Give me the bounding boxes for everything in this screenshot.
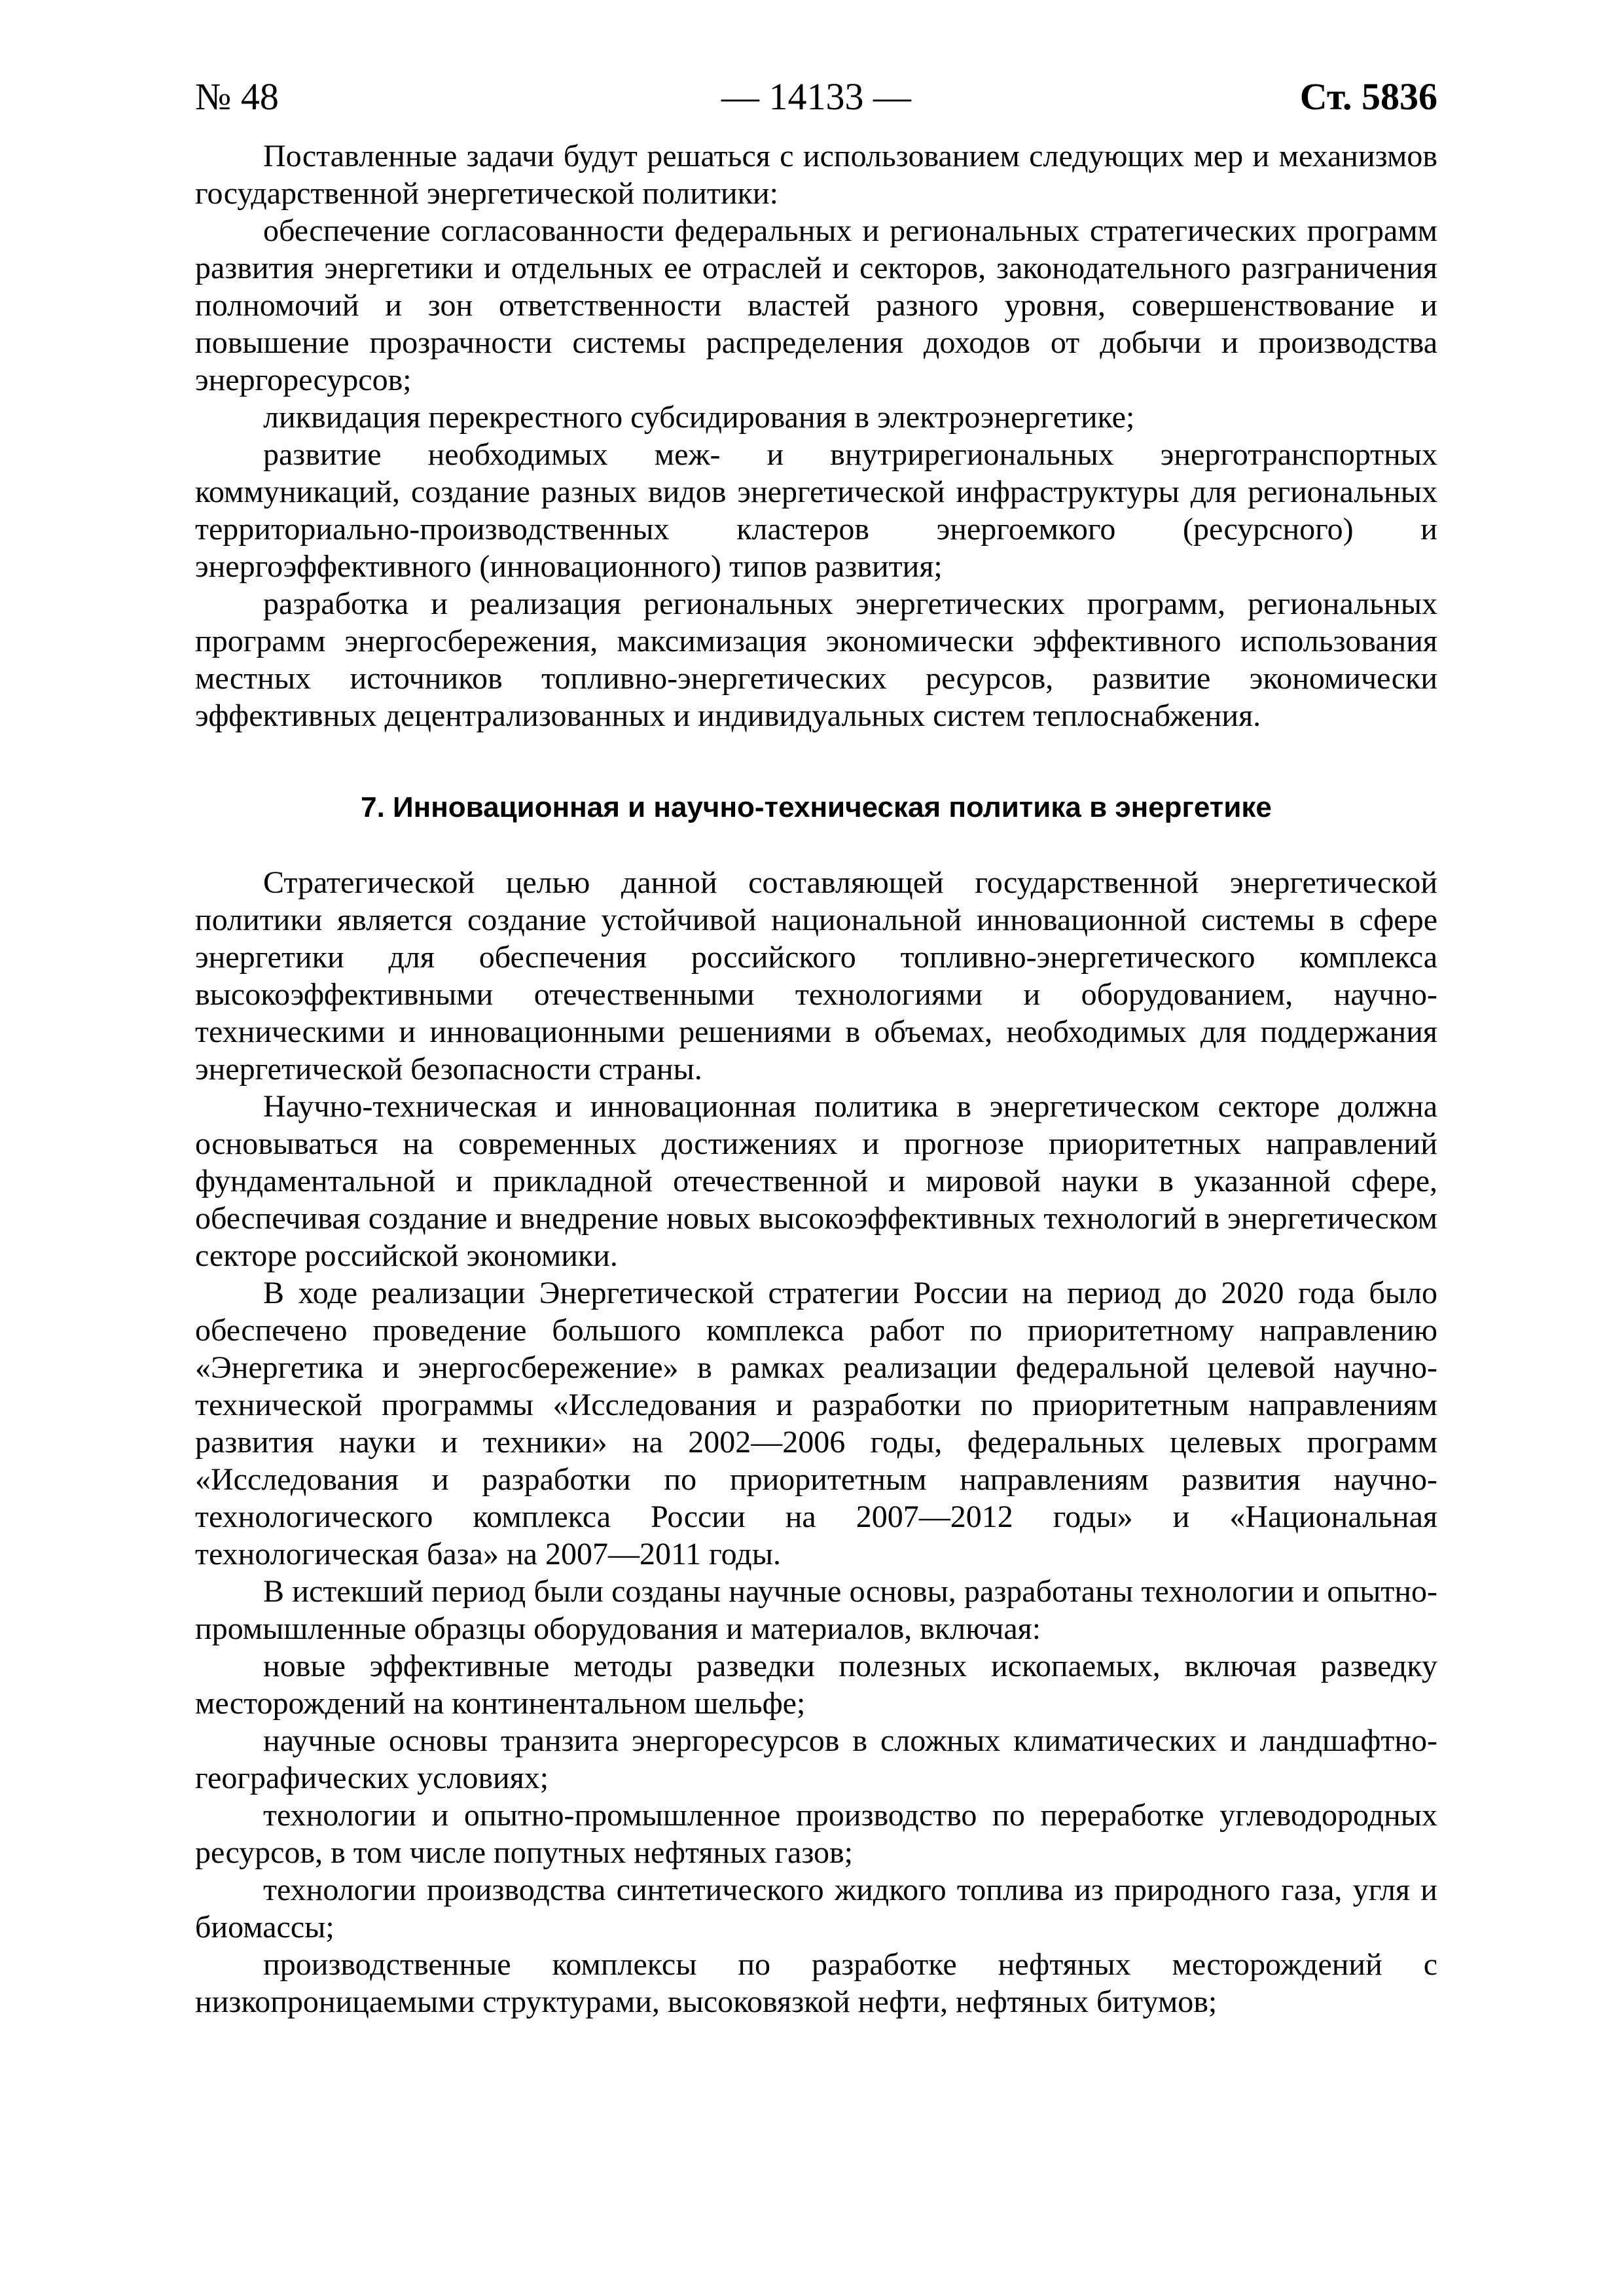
list-item: обеспечение согласованности федеральных и региональных стратегических программ развития энергетики и отдельных ее отраслей и секторов, законодательного разграничения полномочий и зон ответственности властей разного уровня, совершенствование и повышение прозрачности системы распределения доходов от добычи и производства энергоресурсов;: [195, 213, 1437, 397]
article-number: Ст. 5836: [1299, 75, 1437, 118]
list-item: производственные комплексы по разработке нефтяных месторождений с низкопроницаемыми структурами, высоковязкой нефти, нефтяных битумов;: [195, 1947, 1437, 2019]
list-item: научные основы транзита энергоресурсов в сложных климатических и ландшафтно-географических условиях;: [195, 1723, 1437, 1795]
paragraph: В ходе реализации Энергетической стратегии России на период до 2020 года было обеспечено проведение большого комплекса работ по приоритетному направлению «Энергетика и энергосбережение» в рамках реализации федеральной целевой научно-технической программы «Исследования и разработки по приоритетным направлениям развития науки и техники» на 2002—2006 годы, федеральных целевых программ «Исследования и разработки по приоритетным направлениям развития научно-технологического комплекса России на 2007—2012 годы» и «Национальная технологическая база» на 2007—2011 годы.: [195, 1276, 1437, 1571]
list-item: разработка и реализация региональных энергетических программ, региональных программ энергосбережения, максимизация экономически эффективного использования местных источников топливно-энергетических ресурсов, развитие экономически эффективных децентрализованных и индивидуальных систем теплоснабжения.: [195, 586, 1437, 733]
list-item: новые эффективные методы разведки полезных ископаемых, включая разведку месторождений на континентальном шельфе;: [195, 1649, 1437, 1721]
section-heading: 7. Инновационная и научно-техническая политика в энергетике: [361, 791, 1272, 823]
document-body: [195, 137, 1437, 2020]
issue-number: № 48: [195, 75, 279, 118]
paragraph: В истекший период были созданы научные основы, разработаны технологии и опытно-промышленные образцы оборудования и материалов, включая:: [195, 1574, 1437, 1646]
paragraph: Поставленные задачи будут решаться с использованием следующих мер и механизмов государственной энергетической политики:: [195, 139, 1437, 211]
paragraph: Научно-техническая и инновационная политика в энергетическом секторе должна основываться на современных достижениях и прогнозе приоритетных направлений фундаментальной и прикладной отечественной и мировой науки в указанной сфере, обеспечивая создание и внедрение новых высокоэффективных технологий в энергетическом секторе российской экономики.: [195, 1089, 1437, 1273]
list-item: технологии и опытно-промышленное производство по переработке углеводородных ресурсов, в том числе попутных нефтяных газов;: [195, 1798, 1437, 1870]
page-header: [195, 71, 1437, 123]
document-page: [195, 71, 1437, 2020]
list-item: ликвидация перекрестного субсидирования в электроэнергетике;: [263, 400, 1135, 435]
list-item: развитие необходимых меж- и внутрирегиональных энерготранспортных коммуникаций, создание разных видов энергетической инфраструктуры для региональных территориально-производственных кластеров энергоемкого (ресурсного) и энергоэффективного (инновационного) типов развития;: [195, 437, 1437, 584]
page-number: — 14133 —: [721, 75, 911, 118]
paragraph: Стратегической целью данной составляющей государственной энергетической политики является создание устойчивой национальной инновационной системы в сфере энергетики для обеспечения российского топливно-энергетического комплекса высокоэффективными отечественными технологиями и оборудованием, научно-техническими и инновационными решениями в объемах, необходимых для поддержания энергетической безопасности страны.: [195, 865, 1437, 1086]
list-item: технологии производства синтетического жидкого топлива из природного газа, угля и биомассы;: [195, 1873, 1437, 1945]
